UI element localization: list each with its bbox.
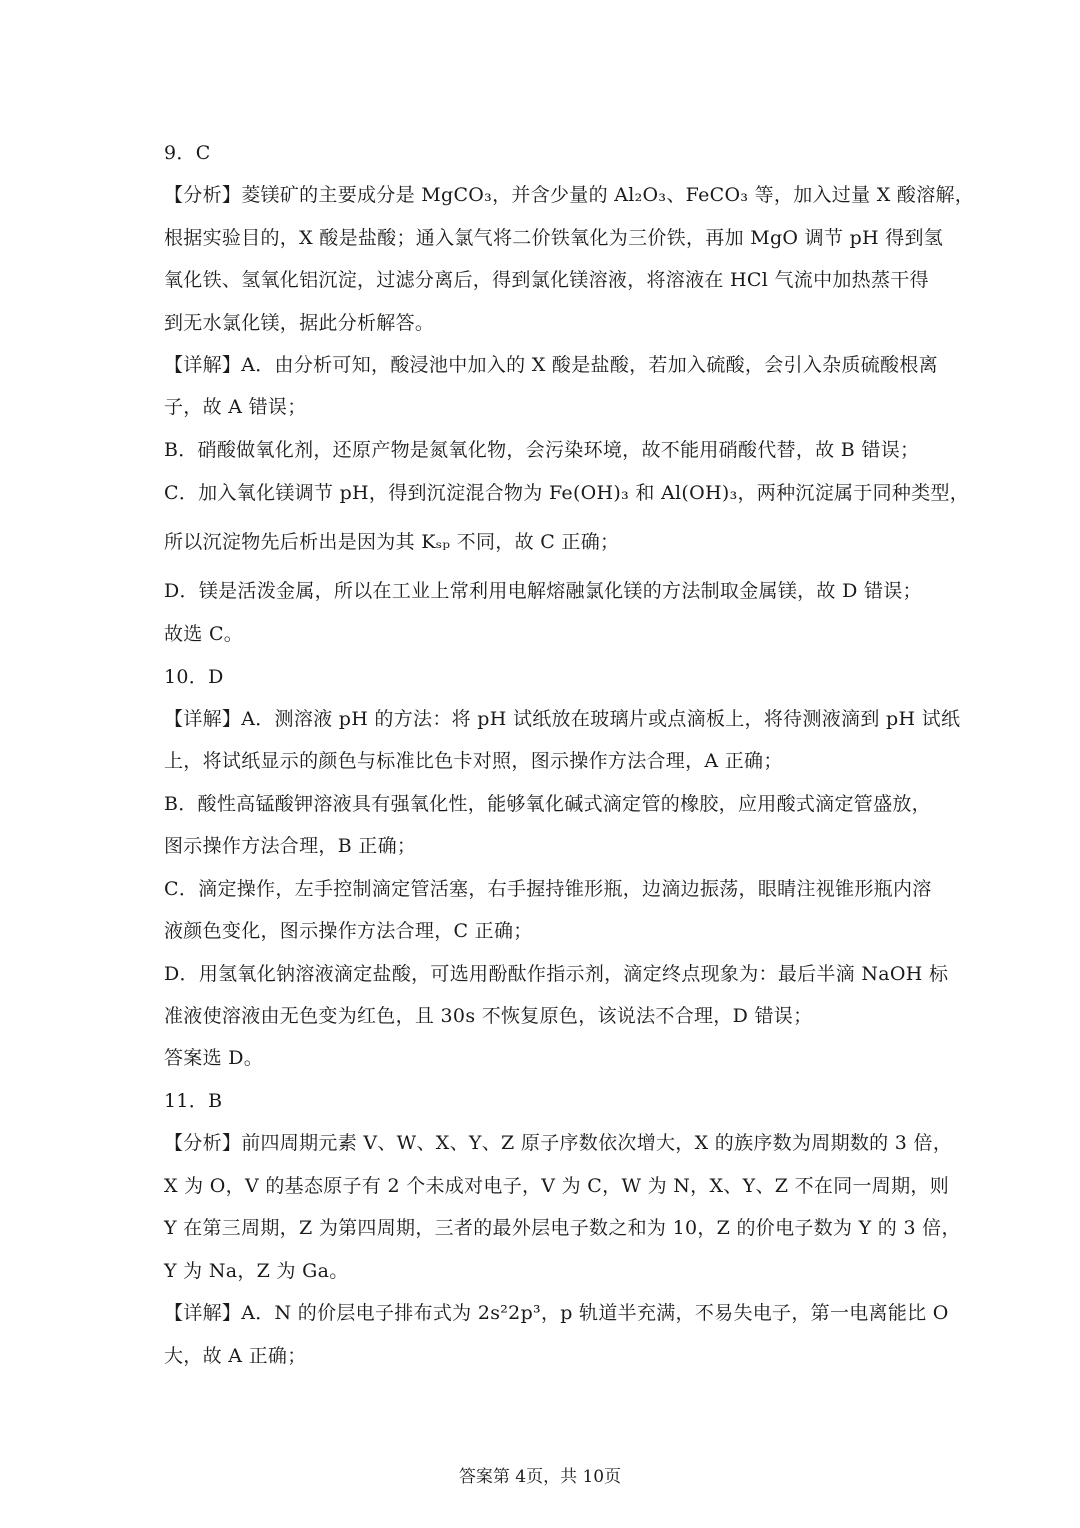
text-line: 图示操作方法合理，B 正确； — [164, 835, 417, 857]
text-line: 所以沉淀物先后析出是因为其 Kₛₚ 不同，故 C 正确； — [164, 531, 620, 553]
answer-9-heading: 9．C — [164, 142, 211, 164]
text-line: 到无水氯化镁，据此分析解答。 — [164, 312, 435, 334]
text-line: B．硝酸做氧化剂，还原产物是氮氧化物，会污染环境，故不能用硝酸代替，故 B 错误； — [164, 439, 920, 461]
text-line: 子，故 A 错误； — [164, 396, 307, 418]
text-line: Y 为 Na，Z 为 Ga。 — [164, 1260, 349, 1282]
text-line: B．酸性高锰酸钾溶液具有强氧化性，能够氧化碱式滴定管的橡胶，应用酸式滴定管盛放， — [164, 793, 931, 815]
text-line: D．镁是活泼金属，所以在工业上常利用电解熔融氯化镁的方法制取金属镁，故 D 错误； — [164, 580, 922, 602]
text-line: 大，故 A 正确； — [164, 1345, 307, 1367]
answer-11-heading: 11．B — [164, 1090, 223, 1112]
text-line: C．加入氧化镁调节 pH，得到沉淀混合物为 Fe(OH)₃ 和 Al(OH)₃，两种沉淀属于同种类型， — [164, 482, 970, 504]
text-line: D．用氢氧化钠溶液滴定盐酸，可选用酚酞作指示剂，滴定终点现象为：最后半滴 NaOH 标 — [164, 963, 949, 985]
text-line: 上，将试纸显示的颜色与标准比色卡对照，图示操作方法合理，A 正确； — [164, 750, 783, 772]
text-line: 氧化铁、氢氧化铝沉淀，过滤分离后，得到氯化镁溶液，将溶液在 HCl 气流中加热蒸干得 — [164, 269, 929, 291]
text-line: 根据实验目的，X 酸是盐酸；通入氯气将二价铁氧化为三价铁，再加 MgO 调节 pH 得到氢 — [164, 227, 944, 249]
text-line: 【详解】A．测溶液 pH 的方法：将 pH 试纸放在玻璃片或点滴板上，将待测液滴到 pH 试纸 — [164, 708, 961, 730]
text-line: 液颜色变化，图示操作方法合理，C 正确； — [164, 920, 533, 942]
text-line: 故选 C。 — [164, 623, 244, 645]
page-footer: 答案第 4页，共 10页 — [458, 1467, 622, 1487]
text-line: 答案选 D。 — [164, 1047, 264, 1069]
text-line: 【详解】A．N 的价层电子排布式为 2s²2p³，p 轨道半充满，不易失电子，第一电离能比 O — [164, 1302, 949, 1324]
text-line: 【详解】A．由分析可知，酸浸池中加入的 X 酸是盐酸，若加入硫酸，会引入杂质硫酸根离 — [164, 354, 938, 376]
text-line: 【分析】前四周期元素 V、W、X、Y、Z 原子序数依次增大，X 的族序数为周期数的 3 倍， — [164, 1132, 953, 1154]
text-line: 准液使溶液由无色变为红色，且 30s 不恢复原色，该说法不合理，D 错误； — [164, 1005, 813, 1027]
text-line: C．滴定操作，左手控制滴定管活塞，右手握持锥形瓶，边滴边振荡，眼睛注视锥形瓶内溶 — [164, 878, 932, 900]
text-line: X 为 O，V 的基态原子有 2 个未成对电子，V 为 C，W 为 N，X、Y、Z 不在同一周期，则 — [164, 1175, 949, 1197]
answer-10-heading: 10．D — [164, 666, 224, 688]
text-line: Y 在第三周期，Z 为第四周期，三者的最外层电子数之和为 10，Z 的价电子数为 Y 的 3 倍， — [164, 1217, 961, 1239]
text-line: 【分析】菱镁矿的主要成分是 MgCO₃，并含少量的 Al₂O₃、FeCO₃ 等，加入过量 X 酸溶解， — [164, 184, 975, 206]
